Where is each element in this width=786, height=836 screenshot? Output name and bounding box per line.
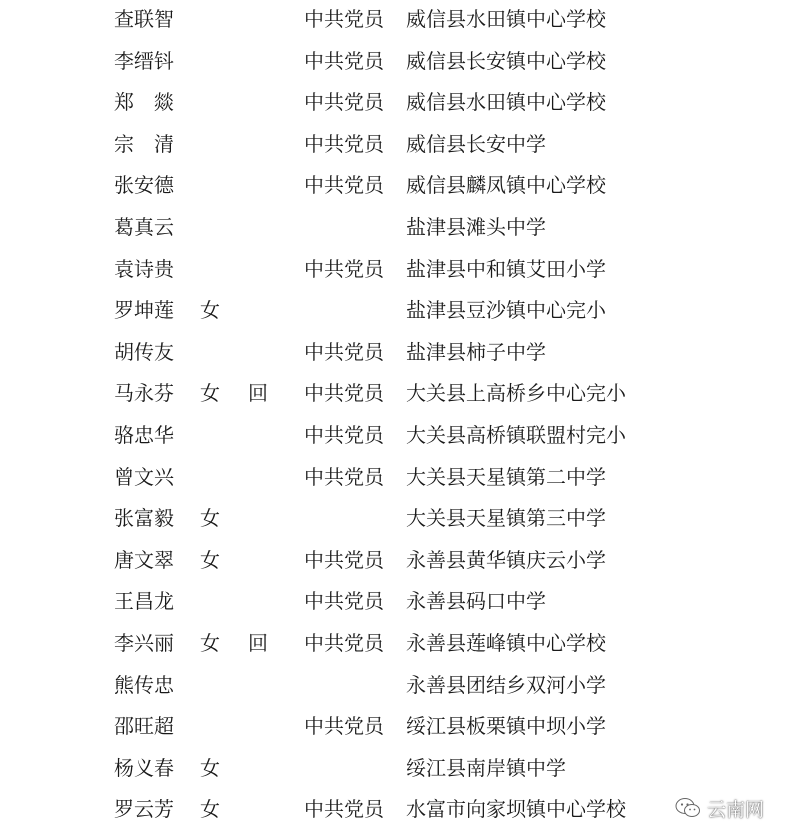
table-row xyxy=(0,712,786,740)
name-cell: 张富毅 xyxy=(114,506,174,531)
party-cell: 中共党员 xyxy=(304,381,384,406)
unit-cell: 大关县天星镇第二中学 xyxy=(406,464,606,489)
unit-cell: 永善县黄华镇庆云小学 xyxy=(406,547,606,572)
name-cell: 葛真云 xyxy=(114,215,174,239)
party-cell: 中共党员 xyxy=(304,464,384,489)
party-cell: 中共党员 xyxy=(304,173,384,198)
name-cell: 王昌龙 xyxy=(114,589,174,614)
ethnicity-cell: 回 xyxy=(248,381,268,406)
table-row xyxy=(0,88,786,116)
table-row xyxy=(0,463,786,491)
table-row xyxy=(0,5,786,33)
party-cell: 中共党员 xyxy=(304,7,384,31)
unit-cell: 威信县水田镇中心学校 xyxy=(406,90,606,115)
name-cell: 罗云芳 xyxy=(114,797,174,822)
party-cell: 中共党员 xyxy=(304,48,384,73)
table-row xyxy=(0,504,786,532)
gender-cell: 女 xyxy=(200,547,220,572)
party-cell: 中共党员 xyxy=(304,339,384,364)
unit-cell: 大关县高桥镇联盟村完小 xyxy=(406,423,626,447)
unit-cell: 永善县莲峰镇中心学校 xyxy=(406,631,606,655)
unit-cell: 大关县天星镇第三中学 xyxy=(406,506,606,531)
name-cell: 骆忠华 xyxy=(114,423,174,447)
table-row xyxy=(0,130,786,158)
gender-cell: 女 xyxy=(200,631,220,655)
name-cell: 胡传友 xyxy=(114,339,174,364)
table-row xyxy=(0,379,786,407)
party-cell: 中共党员 xyxy=(304,423,384,447)
wechat-icon xyxy=(675,797,701,819)
name-cell: 熊传忠 xyxy=(114,672,174,697)
gender-cell: 女 xyxy=(200,755,220,780)
unit-cell: 永善县码口中学 xyxy=(406,589,546,614)
table-row xyxy=(0,754,786,782)
name-cell: 袁诗贵 xyxy=(114,256,174,281)
table-row xyxy=(0,296,786,324)
table-row xyxy=(0,671,786,699)
party-cell: 中共党员 xyxy=(304,797,384,822)
table-row xyxy=(0,587,786,615)
name-cell: 查联智 xyxy=(114,7,174,31)
unit-cell: 水富市向家坝镇中心学校 xyxy=(406,797,626,822)
party-cell: 中共党员 xyxy=(304,714,384,739)
table-row xyxy=(0,795,786,823)
party-cell: 中共党员 xyxy=(304,631,384,655)
unit-cell: 永善县团结乡双河小学 xyxy=(406,672,606,697)
name-cell: 邵旺超 xyxy=(114,714,174,739)
table-row xyxy=(0,47,786,75)
unit-cell: 绥江县板栗镇中坝小学 xyxy=(406,714,606,739)
name-cell: 李兴丽 xyxy=(114,631,174,655)
name-cell: 李缙钭 xyxy=(114,48,174,73)
unit-cell: 盐津县滩头中学 xyxy=(406,215,546,239)
gender-cell: 女 xyxy=(200,797,220,822)
name-cell: 曾文兴 xyxy=(114,464,174,489)
name-cell: 罗坤莲 xyxy=(114,298,174,323)
party-cell: 中共党员 xyxy=(304,589,384,614)
party-cell: 中共党员 xyxy=(304,131,384,156)
name-cell: 宗 清 xyxy=(114,131,174,156)
name-cell: 张安德 xyxy=(114,173,174,198)
name-cell: 唐文翠 xyxy=(114,547,174,572)
unit-cell: 盐津县豆沙镇中心完小 xyxy=(406,298,606,323)
unit-cell: 盐津县中和镇艾田小学 xyxy=(406,256,606,281)
name-cell: 杨义春 xyxy=(114,755,174,780)
table-row xyxy=(0,213,786,241)
unit-cell: 大关县上高桥乡中心完小 xyxy=(406,381,626,406)
table-row xyxy=(0,546,786,574)
ethnicity-cell: 回 xyxy=(248,631,268,655)
gender-cell: 女 xyxy=(200,298,220,323)
unit-cell: 威信县水田镇中心学校 xyxy=(406,7,606,31)
watermark xyxy=(675,794,764,822)
unit-cell: 盐津县柿子中学 xyxy=(406,339,546,364)
table-row xyxy=(0,171,786,199)
table-row xyxy=(0,421,786,449)
party-cell: 中共党员 xyxy=(304,256,384,281)
unit-cell: 威信县长安中学 xyxy=(406,131,546,156)
gender-cell: 女 xyxy=(200,381,220,406)
party-cell: 中共党员 xyxy=(304,90,384,115)
unit-cell: 威信县麟凤镇中心学校 xyxy=(406,173,606,198)
unit-cell: 威信县长安镇中心学校 xyxy=(406,48,606,73)
table-row xyxy=(0,629,786,657)
gender-cell: 女 xyxy=(200,506,220,531)
table-row xyxy=(0,255,786,283)
name-cell: 郑 燚 xyxy=(114,90,174,115)
watermark-text: 云南网 xyxy=(706,798,764,821)
unit-cell: 绥江县南岸镇中学 xyxy=(406,755,566,780)
party-cell: 中共党员 xyxy=(304,547,384,572)
table-row xyxy=(0,338,786,366)
name-cell: 马永芬 xyxy=(114,381,174,406)
